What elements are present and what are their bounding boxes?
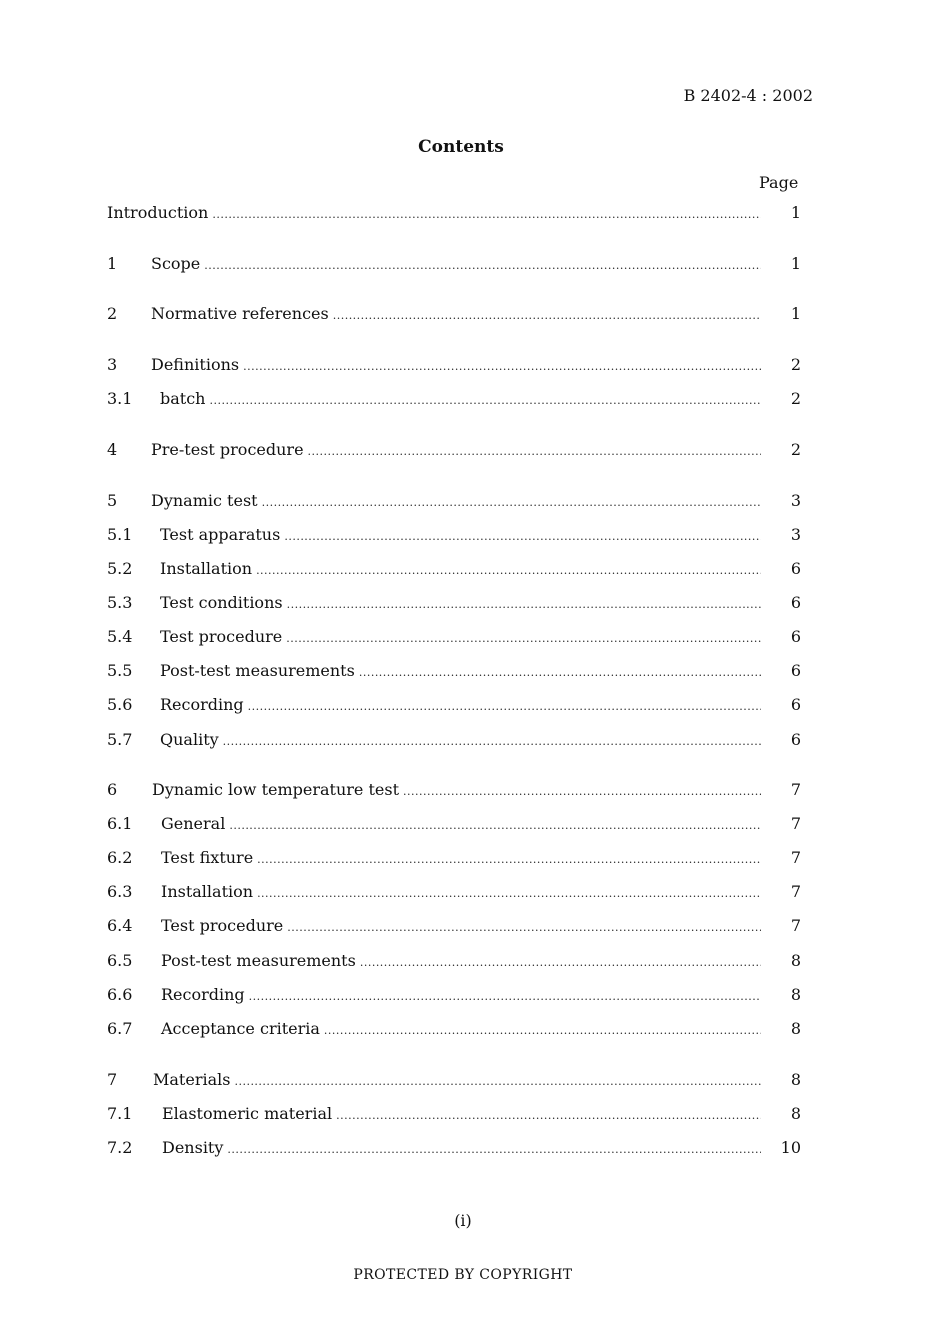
toc-subentry[interactable]: [107, 848, 801, 872]
toc-subentry[interactable]: [107, 882, 801, 906]
toc-entry-page: 7: [790, 814, 801, 833]
dot-leader: [204, 259, 761, 272]
toc-entry-title: Pre-test procedure: [151, 440, 304, 459]
toc-entry-page: 7: [790, 916, 801, 935]
toc-entry-title: Definitions: [151, 355, 240, 374]
toc-entry-page: 8: [790, 1019, 801, 1038]
toc-entry-number: 5.7: [107, 730, 133, 749]
toc-entry-page: 3: [790, 491, 801, 510]
toc-entry-title: Density: [162, 1138, 224, 1157]
toc-entry-page: 1: [790, 203, 801, 222]
toc-entry-number: 3: [107, 355, 118, 374]
toc-entry[interactable]: [107, 440, 801, 464]
toc-entry-number: 5.1: [107, 525, 133, 544]
toc-entry-number: 5.4: [107, 627, 133, 646]
dot-leader: [286, 632, 761, 645]
toc-entry-page: 6: [790, 661, 801, 680]
toc-entry-number: 6.6: [107, 985, 133, 1004]
toc-entry-page: 3: [790, 525, 801, 544]
toc-subentry[interactable]: [107, 593, 801, 617]
toc-entry-number: 4: [107, 440, 118, 459]
toc-entry-title: Recording: [160, 695, 244, 714]
toc-entry[interactable]: [107, 355, 801, 379]
toc-entry[interactable]: [107, 491, 801, 515]
toc-entry-title: Installation: [160, 559, 253, 578]
toc-entry-page: 2: [790, 355, 801, 374]
dot-leader: [212, 208, 761, 221]
dot-leader: [336, 1109, 761, 1122]
dot-leader: [324, 1024, 761, 1037]
dot-leader: [223, 735, 761, 748]
dot-leader: [248, 700, 761, 713]
toc-entry-number: 7: [107, 1070, 118, 1089]
toc-entry-page: 6: [790, 627, 801, 646]
dot-leader: [287, 921, 761, 934]
toc-entry-page: 2: [790, 389, 801, 408]
toc-entry-title: Test conditions: [160, 593, 283, 612]
toc-subentry[interactable]: [107, 814, 801, 838]
toc-entry-number: 1: [107, 254, 118, 273]
dot-leader: [333, 309, 761, 322]
toc-entry-page: 1: [790, 304, 801, 323]
toc-entry-title: Test fixture: [161, 848, 254, 867]
page-column-header: Page: [759, 173, 799, 192]
toc-entry-title: Installation: [161, 882, 254, 901]
toc-entry-page: 6: [790, 559, 801, 578]
dot-leader: [403, 785, 761, 798]
toc-entry-title: Test procedure: [160, 627, 283, 646]
toc-subentry[interactable]: [107, 951, 801, 975]
toc-entry-title: Materials: [153, 1070, 231, 1089]
toc-entry-number: 6.4: [107, 916, 133, 935]
toc-entry-title: Introduction: [107, 203, 209, 222]
footer-page-number: (i): [454, 1211, 472, 1230]
dot-leader: [227, 1143, 761, 1156]
toc-entry-page: 1: [790, 254, 801, 273]
toc-entry-title: Test apparatus: [160, 525, 281, 544]
toc-entry-number: 7.1: [107, 1104, 133, 1123]
dot-leader: [360, 956, 761, 969]
toc-entry-title: Post-test measurements: [161, 951, 356, 970]
toc-entry-title: Dynamic test: [151, 491, 258, 510]
dot-leader: [287, 598, 761, 611]
toc-entry-title: General: [161, 814, 226, 833]
toc-entry-number: 5: [107, 491, 118, 510]
toc-entry[interactable]: [107, 1070, 801, 1094]
toc-entry-title: Quality: [160, 730, 219, 749]
toc-entry-number: 5.5: [107, 661, 133, 680]
toc-subentry[interactable]: [107, 627, 801, 651]
toc-entry-page: 8: [790, 1070, 801, 1089]
toc-entry-number: 6.1: [107, 814, 133, 833]
toc-entry-number: 5.2: [107, 559, 133, 578]
toc-entry-number: 6: [107, 780, 118, 799]
dot-leader: [284, 530, 761, 543]
toc-entry-page: 6: [790, 695, 801, 714]
toc-subentry[interactable]: [107, 985, 801, 1009]
toc-entry-page: 6: [790, 593, 801, 612]
toc-entry-introduction[interactable]: [107, 203, 801, 227]
toc-entry-page: 8: [790, 985, 801, 1004]
toc-entry-title: Elastomeric material: [162, 1104, 333, 1123]
toc-entry-page: 7: [790, 882, 801, 901]
dot-leader: [257, 853, 761, 866]
toc-entry-number: 5.3: [107, 593, 133, 612]
dot-leader: [308, 445, 761, 458]
toc-entry-title: Acceptance criteria: [161, 1019, 320, 1038]
toc-entry[interactable]: [107, 254, 801, 278]
toc-subentry[interactable]: [107, 695, 801, 719]
toc-entry-number: 6.3: [107, 882, 133, 901]
toc-entry-title: batch: [160, 389, 206, 408]
toc-subentry[interactable]: [107, 559, 801, 583]
toc-entry-number: 7.2: [107, 1138, 133, 1157]
toc-subentry[interactable]: [107, 389, 801, 413]
toc-entry-number: 6.5: [107, 951, 133, 970]
toc-entry[interactable]: [107, 304, 801, 328]
toc-entry[interactable]: [107, 780, 801, 804]
dot-leader: [234, 1075, 761, 1088]
toc-entry-page: 7: [790, 780, 801, 799]
document-number: B 2402-4 : 2002: [683, 86, 813, 105]
toc-entry-page: 7: [790, 848, 801, 867]
toc-entry-title: Dynamic low temperature test: [152, 780, 400, 799]
dot-leader: [359, 666, 761, 679]
toc-entry-title: Scope: [151, 254, 201, 273]
toc-entry-number: 6.7: [107, 1019, 133, 1038]
toc-entry-title: Test procedure: [161, 916, 284, 935]
dot-leader: [229, 819, 761, 832]
dot-leader: [262, 496, 761, 509]
dot-leader: [256, 564, 761, 577]
toc-entry-page: 2: [790, 440, 801, 459]
toc-entry-page: 10: [780, 1138, 801, 1157]
contents-heading: Contents: [418, 137, 504, 157]
toc-entry-number: 3.1: [107, 389, 133, 408]
dot-leader: [249, 990, 761, 1003]
toc-subentry[interactable]: [107, 730, 801, 754]
toc-entry-number: 2: [107, 304, 118, 323]
dot-leader: [209, 394, 761, 407]
toc-subentry[interactable]: [107, 661, 801, 685]
toc-subentry[interactable]: [107, 1104, 801, 1128]
toc-entry-page: 8: [790, 1104, 801, 1123]
toc-entry-title: Post-test measurements: [160, 661, 355, 680]
dot-leader: [243, 360, 761, 373]
toc-entry-page: 6: [790, 730, 801, 749]
toc-subentry[interactable]: [107, 916, 801, 940]
toc-subentry[interactable]: [107, 1138, 801, 1162]
copyright-notice: PROTECTED BY COPYRIGHT: [353, 1267, 573, 1283]
toc-entry-number: 5.6: [107, 695, 133, 714]
toc-entry-number: 6.2: [107, 848, 133, 867]
toc-entry-title: Normative references: [151, 304, 329, 323]
dot-leader: [257, 887, 761, 900]
toc-entry-title: Recording: [161, 985, 245, 1004]
toc-entry-page: 8: [790, 951, 801, 970]
toc-subentry[interactable]: [107, 525, 801, 549]
toc-subentry[interactable]: [107, 1019, 801, 1043]
